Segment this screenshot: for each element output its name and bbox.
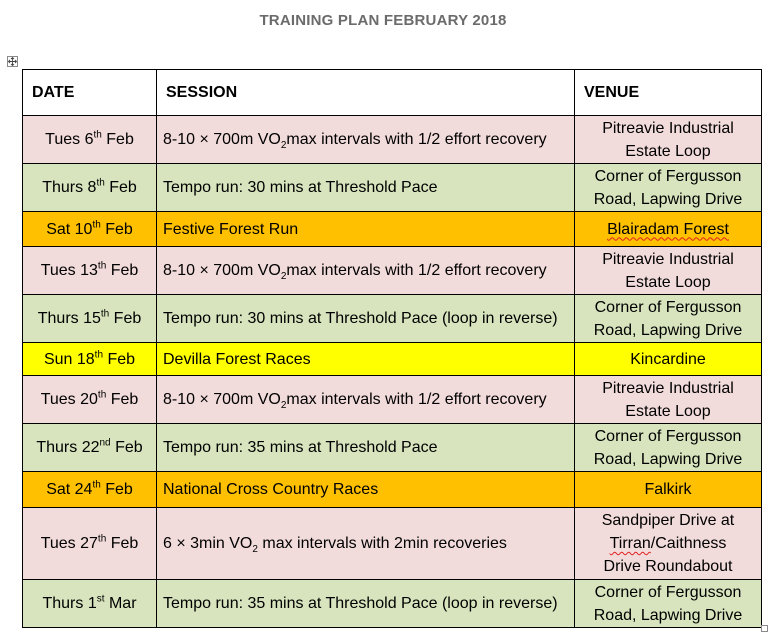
venue-cell: Corner of Fergusson Road, Lapwing Drive — [575, 295, 762, 343]
table-row — [23, 212, 762, 247]
venue-cell: Blairadam Forest — [575, 212, 762, 247]
venue-cell: Corner of Fergusson Road, Lapwing Drive — [575, 164, 762, 212]
session-cell: 8-10 × 700m $VO_2\max$ intervals with 1/2 effort recovery — [157, 247, 575, 295]
table-row — [23, 343, 762, 376]
date-cell: Sun 18th Feb — [23, 343, 157, 376]
venue-cell: Pitreavie Industrial Estate Loop — [575, 116, 762, 164]
session-cell: 6 × 3min $VO_2$ max intervals with 2min recoveries — [157, 508, 575, 580]
move-arrows-icon — [8, 57, 17, 66]
session-cell: Tempo run: 30 mins at Threshold Pace (loop in reverse) — [157, 295, 575, 343]
date-cell: Thurs 8th Feb — [23, 164, 157, 212]
session-cell: Tempo run: 35 mins at Threshold Pace (loop in reverse) — [157, 580, 575, 628]
table-move-handle[interactable] — [7, 56, 18, 67]
header-venue: VENUE — [575, 70, 762, 116]
date-cell: Tues 27th Feb — [23, 508, 157, 580]
table-row — [23, 247, 762, 295]
page-title: TRAINING PLAN FEBRUARY 2018 — [259, 12, 507, 29]
header-date: DATE — [23, 70, 157, 116]
table-header-row — [23, 70, 762, 116]
date-cell: Tues 6th Feb — [23, 116, 157, 164]
table-row — [23, 164, 762, 212]
date-cell: Thurs 22nd Feb — [23, 424, 157, 472]
table-resize-handle[interactable] — [761, 625, 768, 632]
table-row — [23, 508, 762, 580]
date-cell: Tues 20th Feb — [23, 376, 157, 424]
date-cell: Sat 24th Feb — [23, 472, 157, 508]
date-cell: Sat 10th Feb — [23, 212, 157, 247]
table-row — [23, 580, 762, 628]
venue-cell: Kincardine — [575, 343, 762, 376]
session-cell: 8-10 × 700m $VO_2\max$ intervals with 1/2 effort recovery — [157, 116, 575, 164]
table-row — [23, 424, 762, 472]
venue-cell: Corner of Fergusson Road, Lapwing Drive — [575, 424, 762, 472]
venue-cell: Falkirk — [575, 472, 762, 508]
venue-cell: Sandpiper Drive at Tirran/Caithness Drive Roundabout — [575, 508, 762, 580]
session-cell: Festive Forest Run — [157, 212, 575, 247]
date-cell: Thurs 1st Mar — [23, 580, 157, 628]
date-cell: Thurs 15th Feb — [23, 295, 157, 343]
table-row — [23, 116, 762, 164]
venue-cell: Pitreavie Industrial Estate Loop — [575, 376, 762, 424]
session-cell: National Cross Country Races — [157, 472, 575, 508]
date-cell: Tues 13th Feb — [23, 247, 157, 295]
table-row — [23, 376, 762, 424]
header-session: SESSION — [157, 70, 575, 116]
session-cell: 8-10 × 700m $VO_2\max$ intervals with 1/2 effort recovery — [157, 376, 575, 424]
session-cell: Tempo run: 35 mins at Threshold Pace — [157, 424, 575, 472]
session-cell: Devilla Forest Races — [157, 343, 575, 376]
table-row — [23, 472, 762, 508]
training-plan-table — [22, 69, 762, 628]
table-row — [23, 295, 762, 343]
venue-cell: Pitreavie Industrial Estate Loop — [575, 247, 762, 295]
session-cell: Tempo run: 30 mins at Threshold Pace — [157, 164, 575, 212]
venue-cell: Corner of Fergusson Road, Lapwing Drive — [575, 580, 762, 628]
